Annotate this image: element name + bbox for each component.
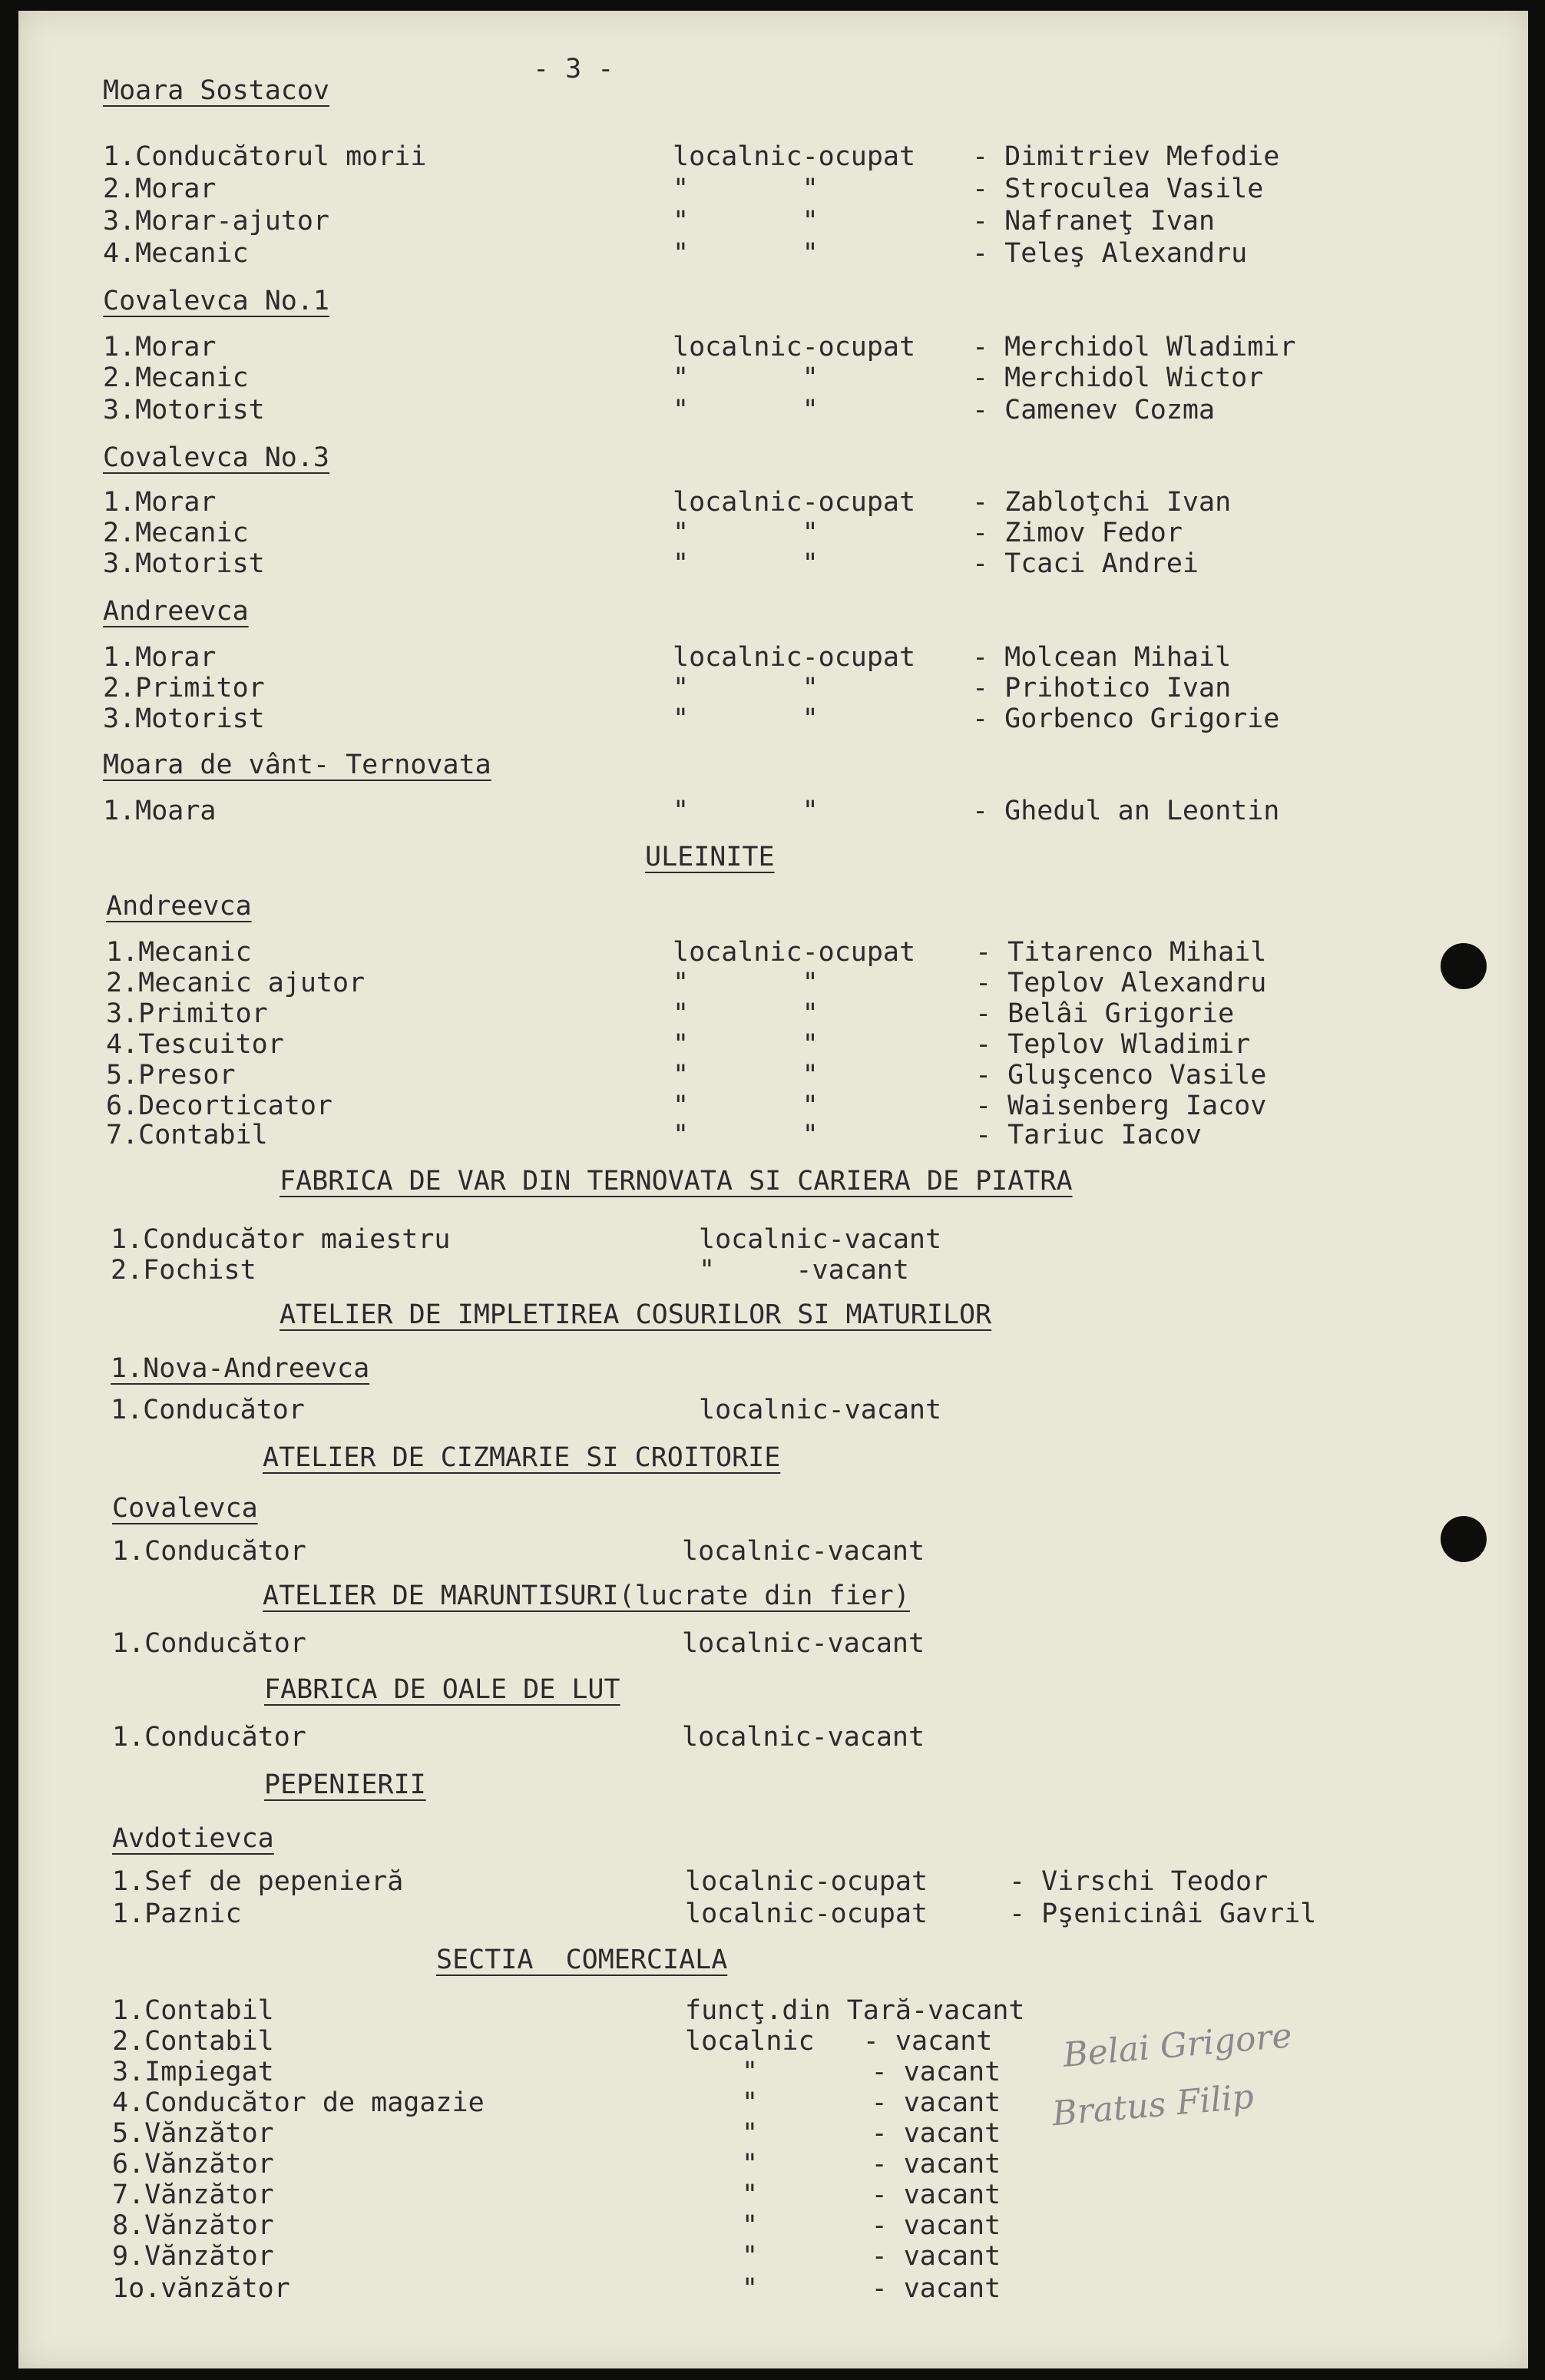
- person-name: - Merchidol Wictor: [972, 362, 1264, 393]
- position-label: 6.Vănzător: [112, 2149, 274, 2180]
- person-name: - Zabloţchi Ivan: [972, 487, 1232, 518]
- position-label: 4.Mecanic: [103, 238, 249, 269]
- position-label: 1.Mecanic: [106, 937, 252, 968]
- status-value: localnic - vacant: [685, 2026, 993, 2057]
- position-label: 2.Mecanic: [103, 362, 249, 393]
- status-value: " ": [673, 673, 819, 703]
- punch-hole: [1441, 1516, 1487, 1562]
- status-value: " ": [673, 362, 819, 393]
- person-name: - Waisenberg Iacov: [975, 1091, 1267, 1121]
- position-label: 3.Motorist: [103, 395, 265, 425]
- status-value: " ": [673, 1120, 819, 1150]
- status-value: " ": [673, 968, 819, 998]
- punch-hole: [1441, 943, 1487, 989]
- status-value: localnic-ocupat: [673, 332, 916, 362]
- person-name: - Titarenco Mihail: [975, 937, 1267, 968]
- position-label: 3.Motorist: [103, 703, 265, 734]
- section-heading: ATELIER DE IMPLETIREA COSURILOR SI MATURILOR: [280, 1299, 992, 1330]
- position-label: 1.Moara: [103, 796, 217, 826]
- status-value: " - vacant: [742, 2180, 1001, 2210]
- status-value: " - vacant: [742, 2149, 1001, 2180]
- section-heading: ULEINITE: [645, 842, 775, 872]
- person-name: - Nafraneţ Ivan: [972, 206, 1216, 237]
- position-label: 3.Impiegat: [112, 2057, 274, 2087]
- subsection-heading: Andreevca: [103, 596, 249, 627]
- position-label: 7.Vănzător: [112, 2180, 274, 2210]
- status-value: localnic-vacant: [699, 1395, 942, 1425]
- section-heading: FABRICA DE VAR DIN TERNOVATA SI CARIERA DE PIATRA: [280, 1166, 1073, 1197]
- status-value: funcţ.din Tară-vacant: [685, 1995, 1025, 2026]
- page-number: - 3 -: [533, 54, 614, 84]
- person-name: - Stroculea Vasile: [972, 174, 1264, 204]
- handwritten-note: Bratus Filip: [1050, 2077, 1256, 2134]
- person-name: - Camenev Cozma: [972, 395, 1216, 425]
- status-value: localnic-ocupat: [673, 937, 916, 968]
- position-label: 9.Vănzător: [112, 2241, 274, 2272]
- status-value: localnic-ocupat: [673, 487, 916, 518]
- status-value: localnic-vacant: [699, 1224, 942, 1255]
- status-value: " ": [673, 518, 819, 548]
- status-value: localnic-vacant: [682, 1722, 925, 1753]
- position-label: 4.Conducător de magazie: [112, 2087, 485, 2118]
- status-value: " - vacant: [742, 2057, 1001, 2087]
- status-value: " ": [673, 206, 819, 237]
- position-label: 1.Contabil: [112, 1995, 274, 2026]
- position-label: 1.Morar: [103, 642, 217, 673]
- person-name: - Teleş Alexandru: [972, 238, 1248, 269]
- person-name: - Virschi Teodor: [1009, 1866, 1269, 1897]
- position-label: 3.Primitor: [106, 998, 268, 1029]
- status-value: " ": [673, 1060, 819, 1091]
- person-name: - Pşenicinâi Gavril: [1009, 1898, 1317, 1929]
- status-value: " ": [673, 796, 819, 826]
- position-label: 2.Morar: [103, 174, 217, 204]
- status-value: " - vacant: [742, 2118, 1001, 2149]
- position-label: 2.Fochist: [111, 1255, 256, 1286]
- position-label: 1.Conducător maiestru: [111, 1224, 451, 1255]
- status-value: localnic-ocupat: [673, 642, 916, 673]
- position-label: 4.Tescuitor: [106, 1029, 284, 1060]
- position-label: 1.Morar: [103, 332, 217, 362]
- position-label: 1.Sef de pepenieră: [112, 1866, 404, 1897]
- status-value: " ": [673, 703, 819, 734]
- position-label: 1.Conducător: [111, 1395, 305, 1425]
- person-name: - Ghedul an Leontin: [972, 796, 1280, 826]
- status-value: " - vacant: [742, 2210, 1001, 2241]
- person-name: - Belâi Grigorie: [975, 998, 1235, 1029]
- person-name: - Gorbenco Grigorie: [972, 703, 1280, 734]
- position-label: 5.Presor: [106, 1060, 236, 1091]
- section-heading: ATELIER DE CIZMARIE SI CROITORIE: [263, 1442, 781, 1473]
- position-label: 2.Mecanic ajutor: [106, 968, 366, 998]
- document-page: [18, 11, 1528, 2368]
- position-label: 8.Vănzător: [112, 2210, 274, 2241]
- status-value: localnic-ocupat: [673, 141, 916, 172]
- position-label: 6.Decorticator: [106, 1091, 333, 1121]
- person-name: - Teplov Wladimir: [975, 1029, 1251, 1060]
- position-label: 1.Conducător: [112, 1536, 306, 1567]
- position-label: 1.Conducătorul morii: [103, 141, 427, 172]
- handwritten-note: Belai Grigore: [1061, 2016, 1294, 2075]
- position-label: 1.Morar: [103, 487, 217, 518]
- position-label: 1.Conducător: [112, 1628, 306, 1659]
- position-label: 1.Conducător: [112, 1722, 306, 1753]
- position-label: 3.Morar-ajutor: [103, 206, 330, 237]
- person-name: - Prihotico Ivan: [972, 673, 1232, 703]
- status-value: " ": [673, 1091, 819, 1121]
- section-heading: ATELIER DE MARUNTISURI(lucrate din fier): [263, 1581, 910, 1611]
- position-label: 2.Contabil: [112, 2026, 274, 2057]
- person-name: - Tcaci Andrei: [972, 548, 1199, 579]
- position-label: 3.Motorist: [103, 548, 265, 579]
- status-value: " -vacant: [699, 1255, 909, 1286]
- status-value: localnic-ocupat: [685, 1898, 928, 1929]
- section-heading: FABRICA DE OALE DE LUT: [264, 1674, 620, 1705]
- status-value: " - vacant: [742, 2087, 1001, 2118]
- status-value: localnic-vacant: [682, 1536, 925, 1567]
- position-label: 1o.vănzător: [112, 2273, 290, 2304]
- status-value: localnic-vacant: [682, 1628, 925, 1659]
- subsection-heading: Covalevca: [112, 1493, 258, 1524]
- subsection-heading: 1.Nova-Andreevca: [111, 1353, 370, 1384]
- subsection-heading: Moara Sostacov: [103, 75, 330, 106]
- person-name: - Tariuc Iacov: [975, 1120, 1203, 1150]
- section-heading: PEPENIERII: [264, 1769, 426, 1800]
- position-label: 1.Paznic: [112, 1898, 242, 1929]
- status-value: " ": [673, 548, 819, 579]
- status-value: " ": [673, 174, 819, 204]
- person-name: - Merchidol Wladimir: [972, 332, 1296, 362]
- status-value: " - vacant: [742, 2273, 1001, 2304]
- status-value: " ": [673, 998, 819, 1029]
- subsection-heading: Avdotievca: [112, 1823, 274, 1854]
- status-value: " - vacant: [742, 2241, 1001, 2272]
- position-label: 5.Vănzător: [112, 2118, 274, 2149]
- subsection-heading: Moara de vânt- Ternovata: [103, 750, 491, 780]
- position-label: 7.Contabil: [106, 1120, 268, 1150]
- status-value: " ": [673, 1029, 819, 1060]
- section-heading: SECTIA COMERCIALA: [436, 1945, 728, 1975]
- person-name: - Molcean Mihail: [972, 642, 1232, 673]
- position-label: 2.Primitor: [103, 673, 265, 703]
- status-value: " ": [673, 238, 819, 269]
- status-value: " ": [673, 395, 819, 425]
- person-name: - Zimov Fedor: [972, 518, 1183, 548]
- subsection-heading: Covalevca No.3: [103, 442, 330, 473]
- subsection-heading: Andreevca: [106, 891, 252, 922]
- position-label: 2.Mecanic: [103, 518, 249, 548]
- status-value: localnic-ocupat: [685, 1866, 928, 1897]
- person-name: - Gluşcenco Vasile: [975, 1060, 1267, 1091]
- person-name: - Dimitriev Mefodie: [972, 141, 1280, 172]
- person-name: - Teplov Alexandru: [975, 968, 1267, 998]
- subsection-heading: Covalevca No.1: [103, 286, 330, 316]
